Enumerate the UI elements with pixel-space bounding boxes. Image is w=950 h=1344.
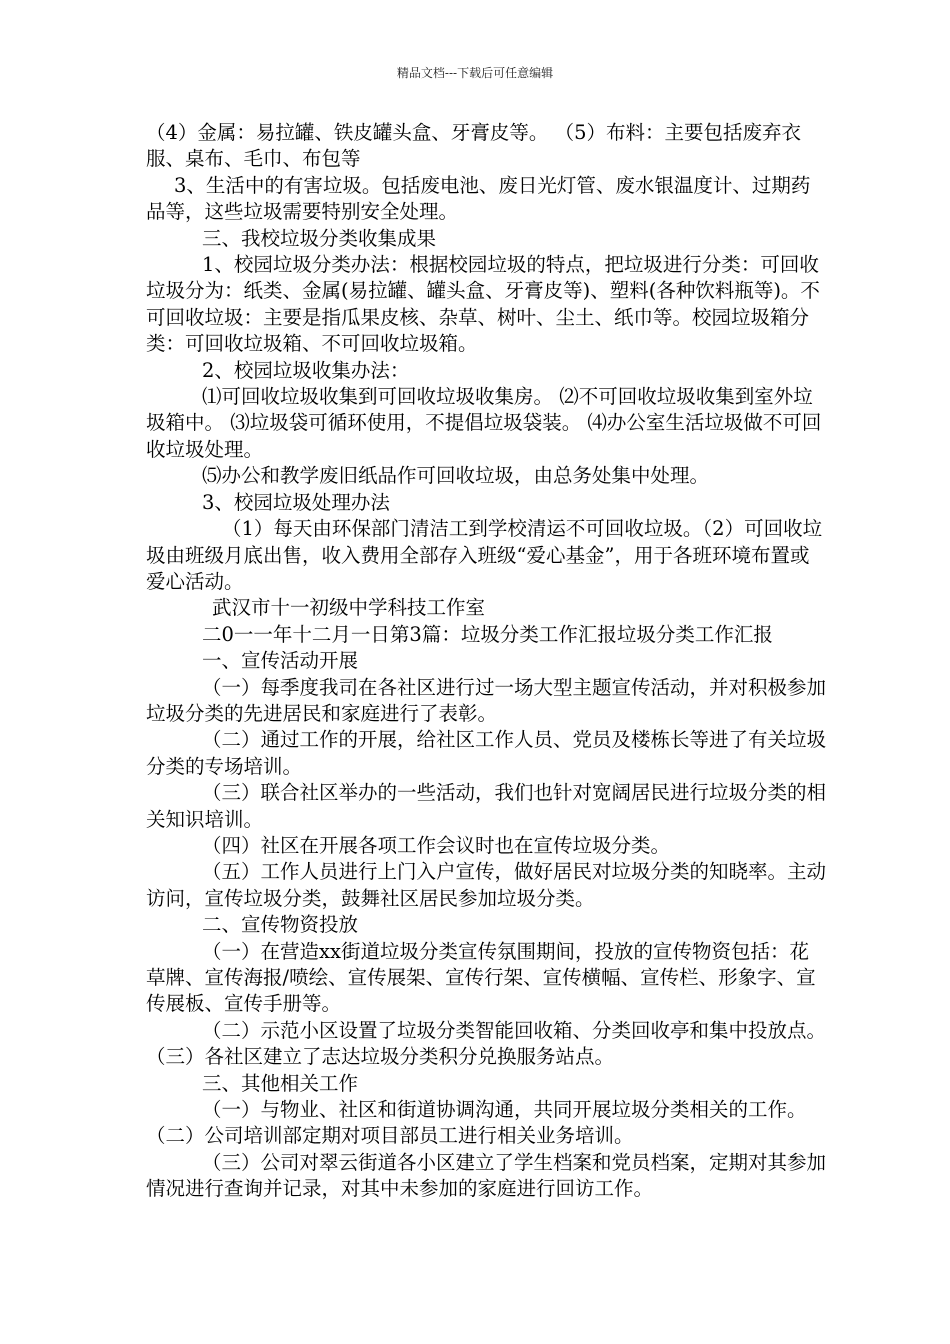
paragraph: 1、校园垃圾分类办法：根据校园垃圾的特点，把垃圾进行分类：可回收垃圾分为：纸类、金属(易拉罐、罐头盒、牙膏皮等)、塑料(各种饮料瓶等)。不可回收垃圾：主要是指瓜果皮核、杂草、树叶、尘土、纸巾等。校园垃圾箱分类：可回收垃圾箱、不可回收垃圾箱。 xyxy=(146,253,820,356)
paragraph: （四）社区在开展各项工作会议时也在宣传垃圾分类。 xyxy=(202,833,671,857)
paragraph: （二）通过工作的开展，给社区工作人员、党员及楼栋长等进了有关垃圾分类的专场培训。 xyxy=(146,728,827,778)
document-body xyxy=(146,120,826,1203)
paragraph: （二）示范小区设置了垃圾分类智能回收箱、分类回收亭和集中投放点。 （三）各社区建立了志达垃圾分类积分兑换服务站点。 xyxy=(146,1018,827,1069)
paragraph: （4）金属：易拉罐、铁皮罐头盒、牙膏皮等。 （5）布料：主要包括废弃衣服、桌布、毛巾、布包等 xyxy=(146,121,802,171)
paragraph: （一）与物业、社区和街道协调沟通，共同开展垃圾分类相关的工作。 （二）公司培训部定期对项目部员工进行相关业务培训。 xyxy=(146,1098,807,1148)
paragraph: （五）工作人员进行上门入户宣传，做好居民对垃圾分类的知晓率。主动访问，宣传垃圾分类，鼓舞社区居民参加垃圾分类。 xyxy=(146,860,827,910)
paragraph: 一、宣传活动开展 xyxy=(202,649,359,673)
paragraph: 武汉市十一初级中学科技工作室 xyxy=(212,596,486,620)
paragraph: 二、宣传物资投放 xyxy=(202,913,359,937)
page-header: 精品文档---下载后可任意编辑 xyxy=(396,66,554,80)
paragraph: ⑴可回收垃圾收集到可回收垃圾收集房。 ⑵不可回收垃圾收集到室外垃圾箱中。 ⑶垃圾袋可循环使用，不提倡垃圾袋装。 ⑷办公室生活垃圾做不可回收垃圾处理。 xyxy=(146,385,822,461)
paragraph: （一）在营造xx街道垃圾分类宣传氛围期间，投放的宣传物资包括：花草牌、宣传海报/喷绘、宣传展架、宣传行架、宣传横幅、宣传栏、形象字、宣传展板、宣传手册等。 xyxy=(146,939,816,1016)
paragraph: 二0一一年十二月一日第3篇：垃圾分类工作汇报垃圾分类工作汇报 xyxy=(202,622,773,646)
paragraph: （三）公司对翠云街道各小区建立了学生档案和党员档案，定期对其参加情况进行查询并记录，对其中未参加的家庭进行回访工作。 xyxy=(146,1150,827,1201)
paragraph: 三、其他相关工作 xyxy=(202,1071,359,1095)
paragraph: （1）每天由环保部门清洁工到学校清运不可回收垃圾。（2）可回收垃圾由班级月底出售，收入费用全部存入班级“爱心基金”，用于各班环境布置或爱心活动。 xyxy=(146,517,823,593)
paragraph: ⑸办公和教学废旧纸品作可回收垃圾，由总务处集中处理。 xyxy=(202,464,710,488)
paragraph: 三、我校垃圾分类收集成果 xyxy=(202,226,437,250)
paragraph: （三）联合社区举办的一些活动，我们也针对宽阔居民进行垃圾分类的相关知识培训。 xyxy=(146,781,827,831)
paragraph: 2、校园垃圾收集办法： xyxy=(202,358,410,382)
paragraph: 3、生活中的有害垃圾。包括废电池、废日光灯管、废水银温度计、过期药品等，这些垃圾需要特别安全处理。 xyxy=(146,173,811,224)
paragraph: （一）每季度我司在各社区进行过一场大型主题宣传活动，并对积极参加垃圾分类的先进居民和家庭进行了表彰。 xyxy=(146,675,827,725)
paragraph: 3、校园垃圾处理办法 xyxy=(202,490,390,514)
